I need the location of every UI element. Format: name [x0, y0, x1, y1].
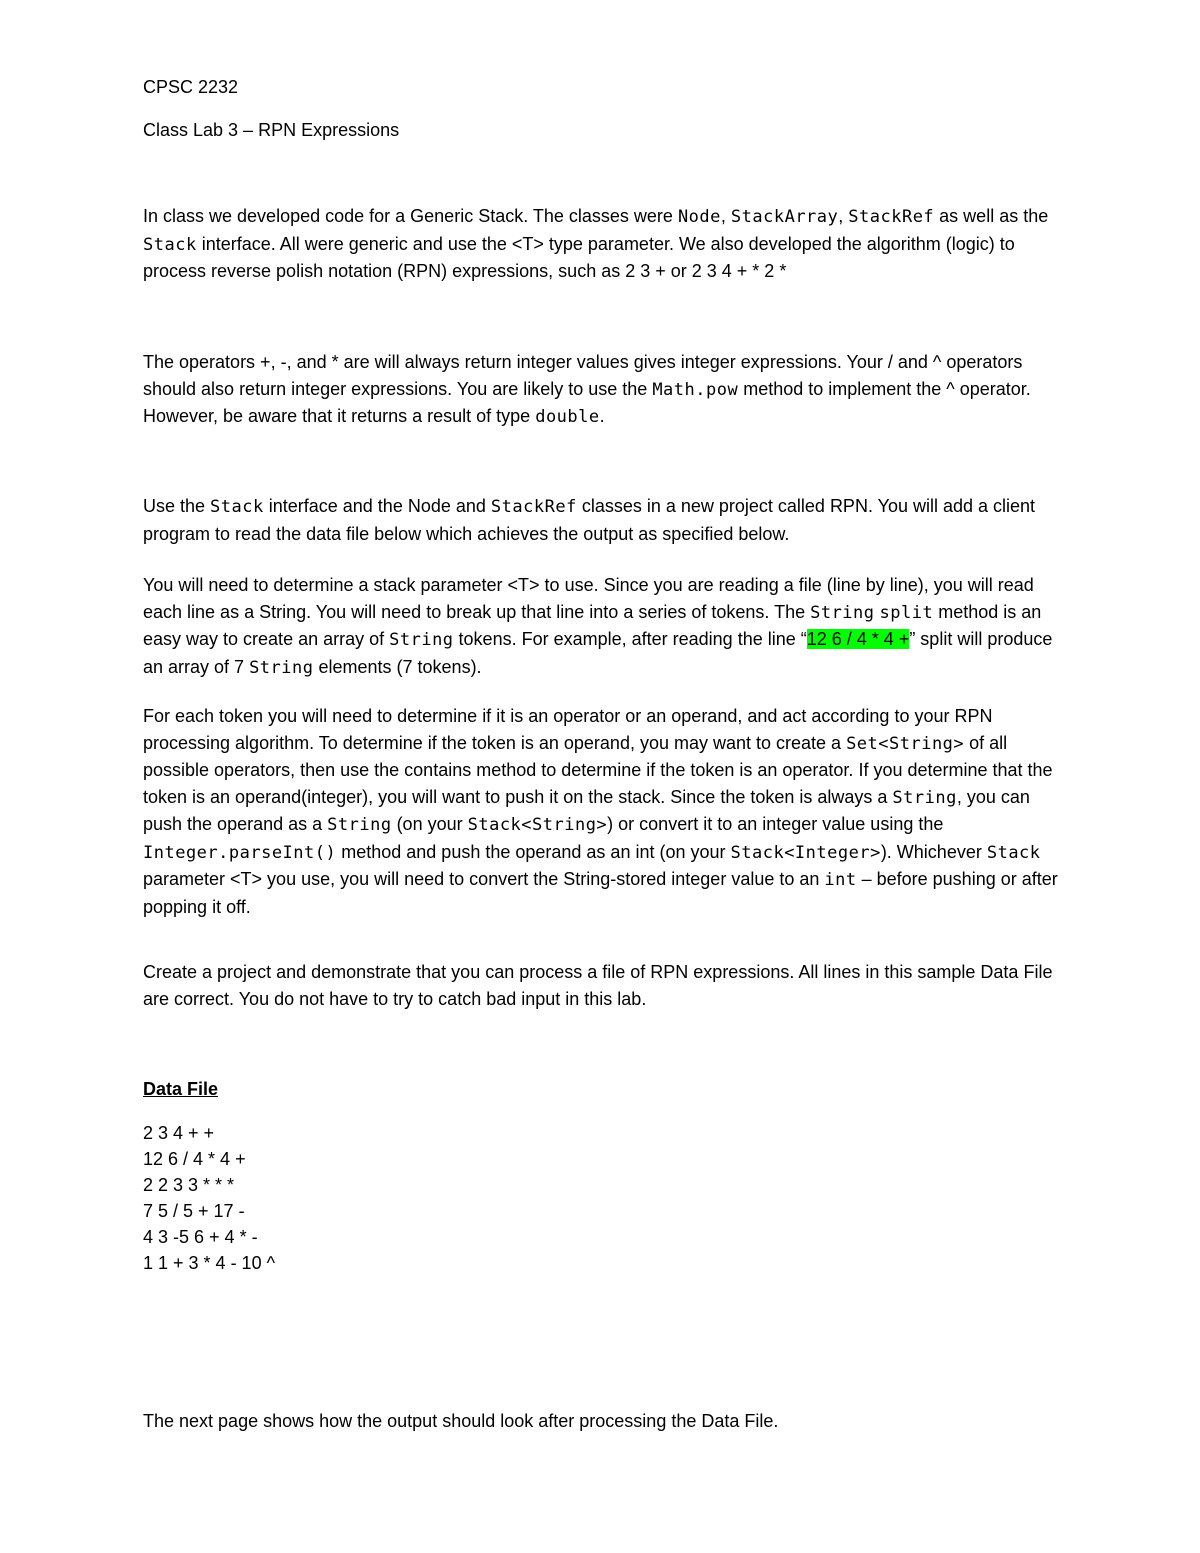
code-stack-integer: Stack<Integer> — [730, 842, 881, 863]
code-stack: Stack — [143, 234, 197, 255]
p2-text-2: method to implement the ^ operator. However, be aware that it returns a result of type — [143, 378, 1031, 426]
data-line: 12 6 / 4 * 4 + — [143, 1149, 246, 1169]
code-stack: Stack — [210, 497, 264, 517]
lab-title: Class Lab 3 – RPN Expressions — [143, 120, 400, 140]
p1-text-2: as well as the — [934, 206, 1049, 226]
paragraph-operand — [143, 703, 1063, 920]
code-stackref: StackRef — [490, 497, 577, 517]
data-line: 4 3 -5 6 + 4 * - — [143, 1227, 258, 1247]
p4-text-1: You will need to determine a stack parameter <T> to use. Since you are reading a file (line by line), you will read each line as a String. You will need to break up that line into a series of tokens. The — [143, 575, 1034, 622]
p5-text-2: of all possible operators, then use the contains method to determine if the token is an operator. If you determine that the token is an operand(integer), you will want to push it on the stack. Since the token is always a — [143, 732, 1053, 807]
p3-text-2: interface and the — [263, 496, 408, 516]
data-line: 7 5 / 5 + 17 - — [143, 1201, 245, 1221]
highlighted-example: 12 6 / 4 * 4 + — [806, 629, 910, 649]
code-string: String — [389, 630, 454, 650]
code-int: int — [824, 870, 857, 890]
code-double: double — [535, 407, 600, 427]
p2-text-3: . — [599, 406, 605, 426]
data-line: 2 2 3 3 * * * — [143, 1175, 235, 1195]
p5-text-7: ). Whichever — [880, 841, 987, 862]
p1-text-1: In class we developed code for a Generic Stack. The classes were — [143, 206, 678, 226]
p3-text-4: classes in a new project called RPN. You will add a client program to read the data file below which achieves the output as specified below. — [143, 496, 1036, 544]
paragraph-tokens — [143, 572, 1063, 681]
code-node: Node — [407, 496, 451, 516]
code-stack: Stack — [986, 842, 1041, 863]
p4-text-3: tokens. For example, after reading the line “ — [453, 629, 807, 649]
p5-text-9: – before pushing or after popping it off. — [143, 869, 1058, 917]
code-string: String — [810, 602, 875, 623]
p4-text-4: ” split will produce an array of 7 — [143, 629, 1053, 677]
code-string: String — [249, 657, 314, 678]
code-parseint: Integer.parseInt() — [143, 842, 337, 863]
p5-text-5: ) or convert it to an integer value using the — [607, 814, 944, 834]
paragraph-intro — [143, 203, 1063, 285]
paragraph-demonstrate: Create a project and demonstrate that you can process a file of RPN expressions. All lines in this sample Data File are correct. You do not have to try to catch bad input in this lab. — [143, 962, 1053, 1009]
p1-comma-1: , — [720, 206, 731, 226]
p4-text-2: method is an easy way to create an array of — [143, 601, 1042, 649]
code-string: String — [892, 787, 957, 808]
code-stackref: StackRef — [848, 207, 935, 227]
code-split: split — [879, 602, 934, 623]
data-line: 1 1 + 3 * 4 - 10 ^ — [143, 1253, 276, 1273]
course-code: CPSC 2232 — [143, 77, 239, 97]
code-string: String — [327, 815, 392, 835]
p2-text-1: The operators +, -, and * are will always return integer values gives integer expressions. Your / and ^ operators should also return integer expressions. You are likely to use the — [143, 352, 1023, 399]
data-file-heading: Data File — [143, 1079, 219, 1099]
p3-text-1: Use the — [143, 496, 211, 516]
p5-text-6: method and push the operand as an int (on your — [336, 841, 731, 862]
p5-text-4: (on your — [391, 814, 468, 834]
code-node: Node — [677, 207, 721, 227]
p5-text-1: For each token you will need to determine if it is an operator or an operand, and act according to your RPN processing algorithm. To determine if the token is an operand, you may want to create a — [143, 706, 993, 753]
code-set-string: Set<String> — [846, 733, 965, 754]
paragraph-project — [143, 493, 1063, 547]
paragraph-operators — [143, 349, 1063, 431]
p5-text-3: , you can push the operand as a — [143, 786, 1030, 834]
data-line: 2 3 4 + + — [143, 1123, 215, 1143]
code-mathpow: Math.pow — [652, 379, 739, 400]
code-stack-string: Stack<String> — [467, 815, 608, 835]
footer-note: The next page shows how the output should look after processing the Data File. — [143, 1411, 779, 1431]
code-stackarray: StackArray — [730, 207, 839, 227]
p3-text-3: and — [450, 496, 491, 516]
p5-text-8: parameter <T> you use, you will need to convert the String-stored integer value to an — [143, 869, 825, 889]
p1-comma-2: , — [838, 206, 849, 226]
p4-text-5: elements (7 tokens). — [313, 656, 482, 677]
p1-text-3: interface. All were generic and use the <T> type parameter. We also developed the algorithm (logic) to process reverse polish notation (RPN) expressions, such as 2 3 + or 2 3 4 + * 2 * — [143, 233, 1015, 281]
